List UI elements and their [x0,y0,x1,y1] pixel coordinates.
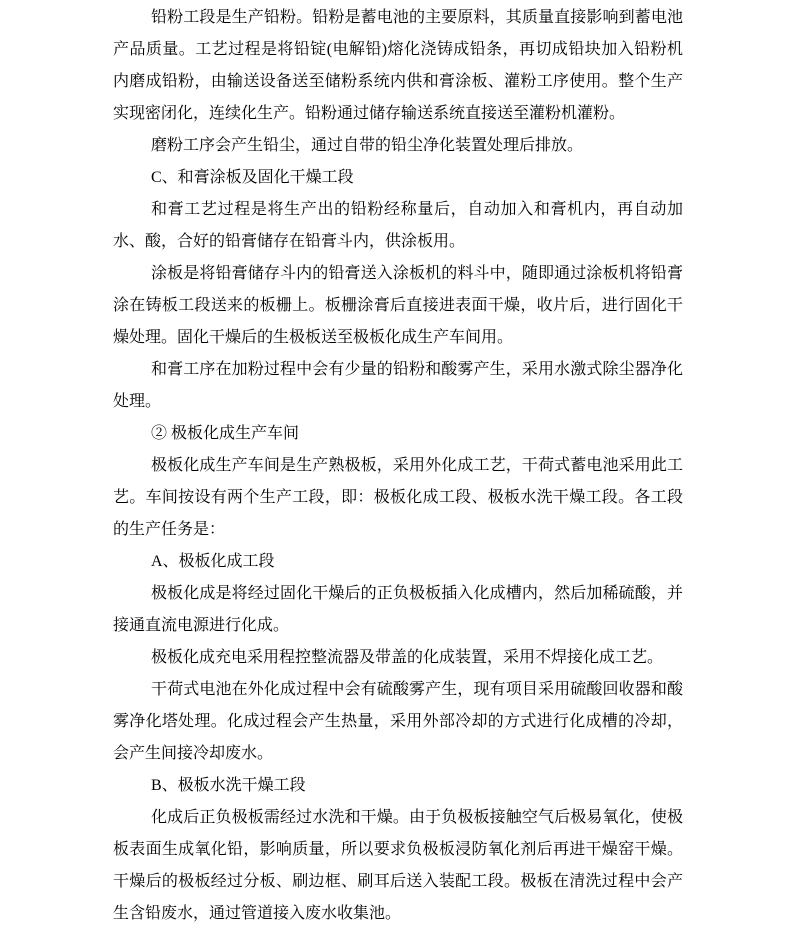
paragraph-body: 铅粉工段是生产铅粉。铅粉是蓄电池的主要原料，其质量直接影响到蓄电池产品质量。工艺过程是将铅锭(电解铅)熔化浇铸成铅条，再切成铅块加入铅粉机内磨成铅粉，由输送设备送至储粉系统内供和膏涂板、灌粉工序使用。整个生产实现密闭化，连续化生产。铅粉通过储存输送系统直接送至灌粉机灌粉。 [113,9,683,122]
paragraph-body: 和膏工序在加粉过程中会有少量的铅粉和酸雾产生，采用水激式除尘器净化处理。 [113,361,683,410]
paragraph-body: 极板化成充电采用程控整流器及带盖的化成装置，采用不焊接化成工艺。 [151,649,664,666]
paragraph-body: 干荷式电池在外化成过程中会有硫酸雾产生，现有项目采用硫酸回收器和酸雾净化塔处理。化成过程会产生热量，采用外部冷却的方式进行化成槽的冷却，会产生间接冷却废水。 [113,681,683,762]
paragraph-heading: B、极板水洗干燥工段 [151,777,306,794]
paragraph-body: 化成后正负极板需经过水洗和干燥。由于负极板接触空气后极易氧化，使极板表面生成氧化铅，影响质量，所以要求负极板浸防氧化剂后再进干燥窑干燥。干燥后的极板经过分板、刷边框、刷耳后送入装配工段。极板在清洗过程中会产生含铅废水，通过管道接入废水收集池。 [113,809,683,922]
paragraph-body: 磨粉工序会产生铅尘，通过自带的铅尘净化装置处理后排放。 [151,137,584,154]
paragraph-heading: ② 极板化成生产车间 [151,425,300,442]
paragraph-body: 涂板是将铅膏储存斗内的铅膏送入涂板机的料斗中，随即通过涂板机将铅膏涂在铸板工段送来的板栅上。板栅涂膏后直接进表面干燥，收片后，进行固化干燥处理。固化干燥后的生极板送至极板化成生产车间用。 [113,265,683,346]
paragraph-body: 极板化成生产车间是生产熟极板，采用外化成工艺，干荷式蓄电池采用此工艺。车间按设有两个生产工段，即：极板化成工段、极板水洗干燥工段。各工段的生产任务是： [113,457,683,538]
paragraph-body: 极板化成是将经过固化干燥后的正负极板插入化成槽内，然后加稀硫酸，并接通直流电源进行化成。 [113,585,683,634]
paragraph-body: 和膏工艺过程是将生产出的铅粉经称量后，自动加入和膏机内，再自动加水、酸，合好的铅膏储存在铅膏斗内，供涂板用。 [113,201,683,250]
paragraph-heading: A、极板化成工段 [151,553,275,570]
document-body [113,2,683,930]
paragraph-heading: C、和膏涂板及固化干燥工段 [151,169,354,186]
